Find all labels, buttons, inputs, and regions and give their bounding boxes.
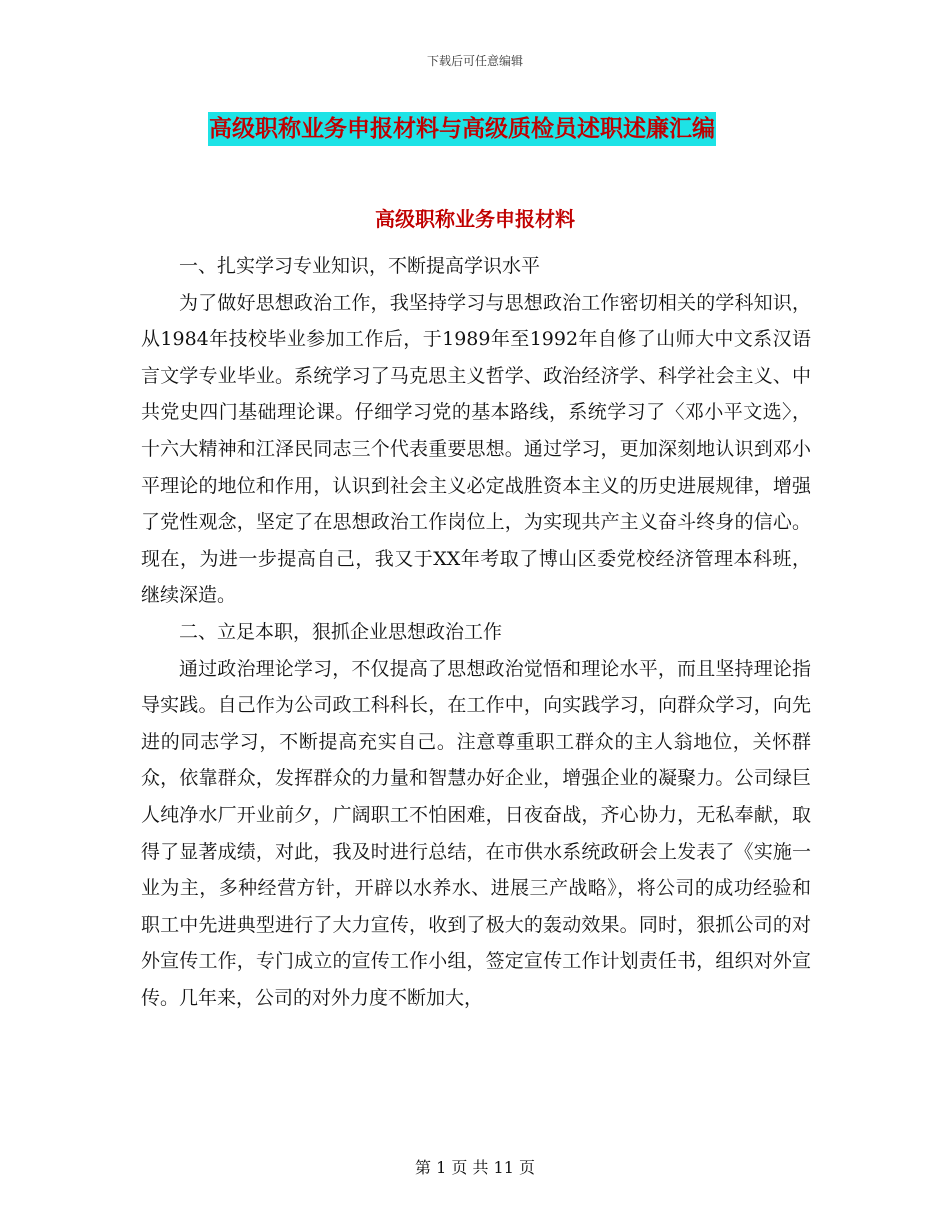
heading-paragraph: 二、立足本职，狠抓企业思想政治工作 (179, 620, 503, 643)
header-note: 下载后可任意编辑 (426, 54, 523, 68)
body-paragraph: 通过政治理论学习，不仅提高了思想政治觉悟和理论水平，而且坚持理论指导实践。自己作为公司政工科科长，在工作中，向实践学习，向群众学习，向先进的同志学习，不断提高充实自己。注意尊重职工群众的主人翁地位，关怀群众，依靠群众，发挥群众的力量和智慧办好企业，增强企业的凝聚力。公司绿巨人纯净水厂开业前夕，广阔职工不怕困难，日夜奋战，齐心协力，无私奉献，取得了显著成绩，对此，我及时进行总结，在市供水系统政研会上发表了《实施一业为主，多种经营方针，开辟以水养水、进展三产战略》，将公司的成功经验和职工中先进典型进行了大力宣传，收到了极大的轰动效果。同时，狠抓公司的对外宣传工作，专门成立的宣传工作小组，签定宣传工作计划责任书，组织对外宣传。几年来，公司的对外力度不断加大， (141, 657, 811, 1009)
heading-paragraph: 一、扎实学习专业知识，不断提高学识水平 (179, 255, 541, 277)
section-title: 高级职称业务申报材料 (375, 207, 575, 231)
document-title: 高级职称业务申报材料与高级质检员述职述廉汇编 (208, 112, 716, 146)
document-body (141, 248, 811, 1016)
page-number: 第 1 页 共 11 页 (415, 1158, 535, 1177)
document-title-container (208, 112, 788, 146)
body-paragraph: 为了做好思想政治工作，我坚持学习与思想政治工作密切相关的学科知识，从1984年技校毕业参加工作后，于1989年至1992年自修了山师大中文系汉语言文学专业毕业。系统学习了马克思主义哲学、政治经济学、科学社会主义、中共党史四门基础理论课。仔细学习党的基本路线，系统学习了〈邓小平文选〉，十六大精神和江泽民同志三个代表重要思想。通过学习，更加深刻地认识到邓小平理论的地位和作用，认识到社会主义必定战胜资本主义的历史进展规律，增强了党性观念，坚定了在思想政治工作岗位上，为实现共产主义奋斗终身的信心。现在，为进一步提高自己，我又于XX年考取了博山区委党校经济管理本科班，继续深造。 (141, 291, 811, 607)
